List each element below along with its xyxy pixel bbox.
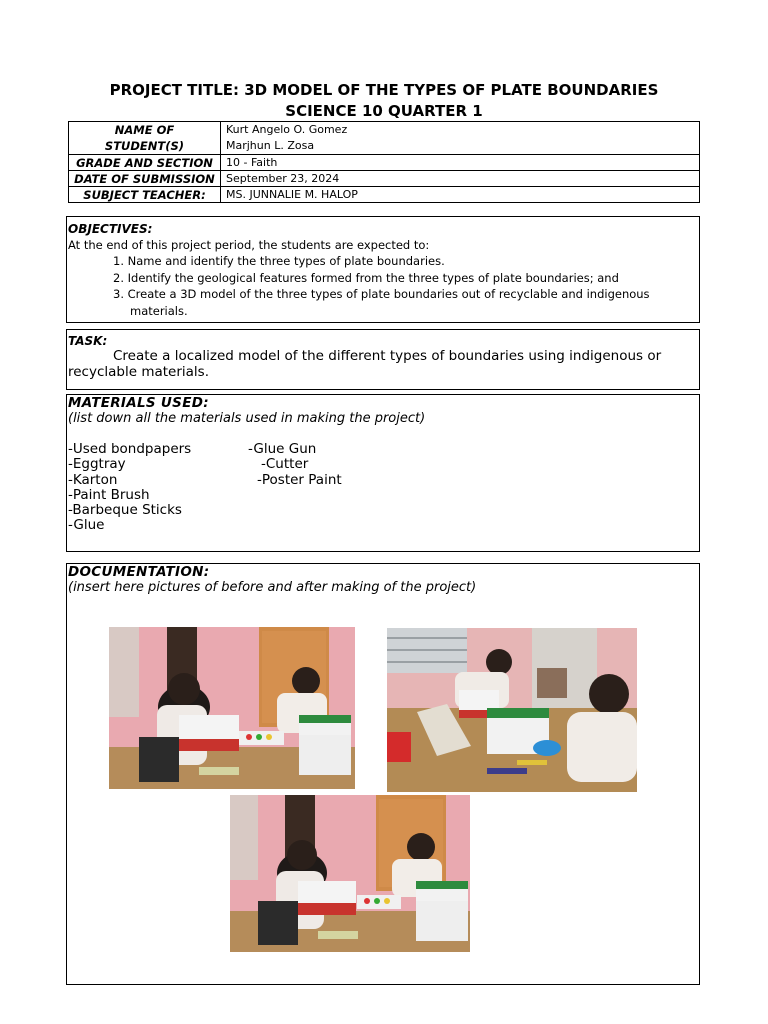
objectives-heading: OBJECTIVES: — [68, 222, 153, 236]
teacher-value: MS. JUNNALIE M. HALOP — [221, 187, 700, 203]
project-title: PROJECT TITLE: 3D MODEL OF THE TYPES OF PLATE BOUNDARIES — [109, 81, 659, 99]
teacher-label: SUBJECT TEACHER: — [69, 187, 221, 203]
material-item: -Used bondpapers — [68, 441, 192, 457]
documentation-photo-2 — [387, 628, 637, 792]
student-info-table — [68, 121, 700, 203]
task-section — [66, 329, 700, 390]
student-name-2: Marjhun L. Zosa — [226, 139, 315, 152]
documentation-photo-1 — [109, 627, 355, 789]
documentation-instruction: (insert here pictures of before and after making of the project) — [68, 580, 477, 595]
objective-item: 1. Name and identify the three types of plate boundaries. — [113, 254, 445, 268]
material-item: -Poster Paint — [257, 471, 342, 488]
materials-column-2 — [248, 442, 342, 488]
materials-heading: MATERIALS USED: — [68, 395, 209, 411]
documentation-photo-3 — [230, 795, 470, 952]
materials-column-1 — [68, 442, 698, 534]
materials-list — [68, 442, 698, 534]
objectives-section — [66, 216, 700, 323]
task-heading: TASK: — [68, 334, 108, 348]
date-value: September 23, 2024 — [221, 171, 700, 187]
objective-item: 2. Identify the geological features formed from the three types of plate boundaries; and — [113, 270, 619, 285]
date-label: DATE OF SUBMISSION — [69, 171, 221, 187]
objective-item: 3. Create a 3D model of the three types of plate boundaries out of recyclable and indigenous materials. — [113, 287, 650, 318]
material-item: -Glue Gun — [248, 441, 317, 457]
material-item: -Barbeque Sticks — [68, 502, 182, 519]
materials-section — [66, 394, 700, 552]
objectives-list — [68, 253, 698, 319]
student-name-1: Kurt Angelo O. Gomez — [226, 123, 348, 136]
material-item: -Cutter — [261, 456, 309, 473]
name-label: NAME OF STUDENT(S) — [69, 122, 221, 155]
grade-value: 10 - Faith — [221, 155, 700, 171]
material-item: -Karton — [68, 471, 118, 488]
task-text: Create a localized model of the different types of boundaries using indigenous or recyclable materials. — [68, 348, 662, 380]
material-item: -Eggtray — [68, 456, 126, 473]
materials-instruction: (list down all the materials used in making the project) — [68, 411, 426, 426]
student-names — [221, 122, 700, 155]
grade-label: GRADE AND SECTION — [69, 155, 221, 171]
material-item: -Glue — [68, 517, 105, 534]
documentation-heading: DOCUMENTATION: — [68, 564, 210, 580]
material-item: -Paint Brush — [68, 486, 150, 503]
project-subtitle: SCIENCE 10 QUARTER 1 — [285, 102, 483, 120]
objectives-intro: At the end of this project period, the students are expected to: — [68, 238, 430, 252]
